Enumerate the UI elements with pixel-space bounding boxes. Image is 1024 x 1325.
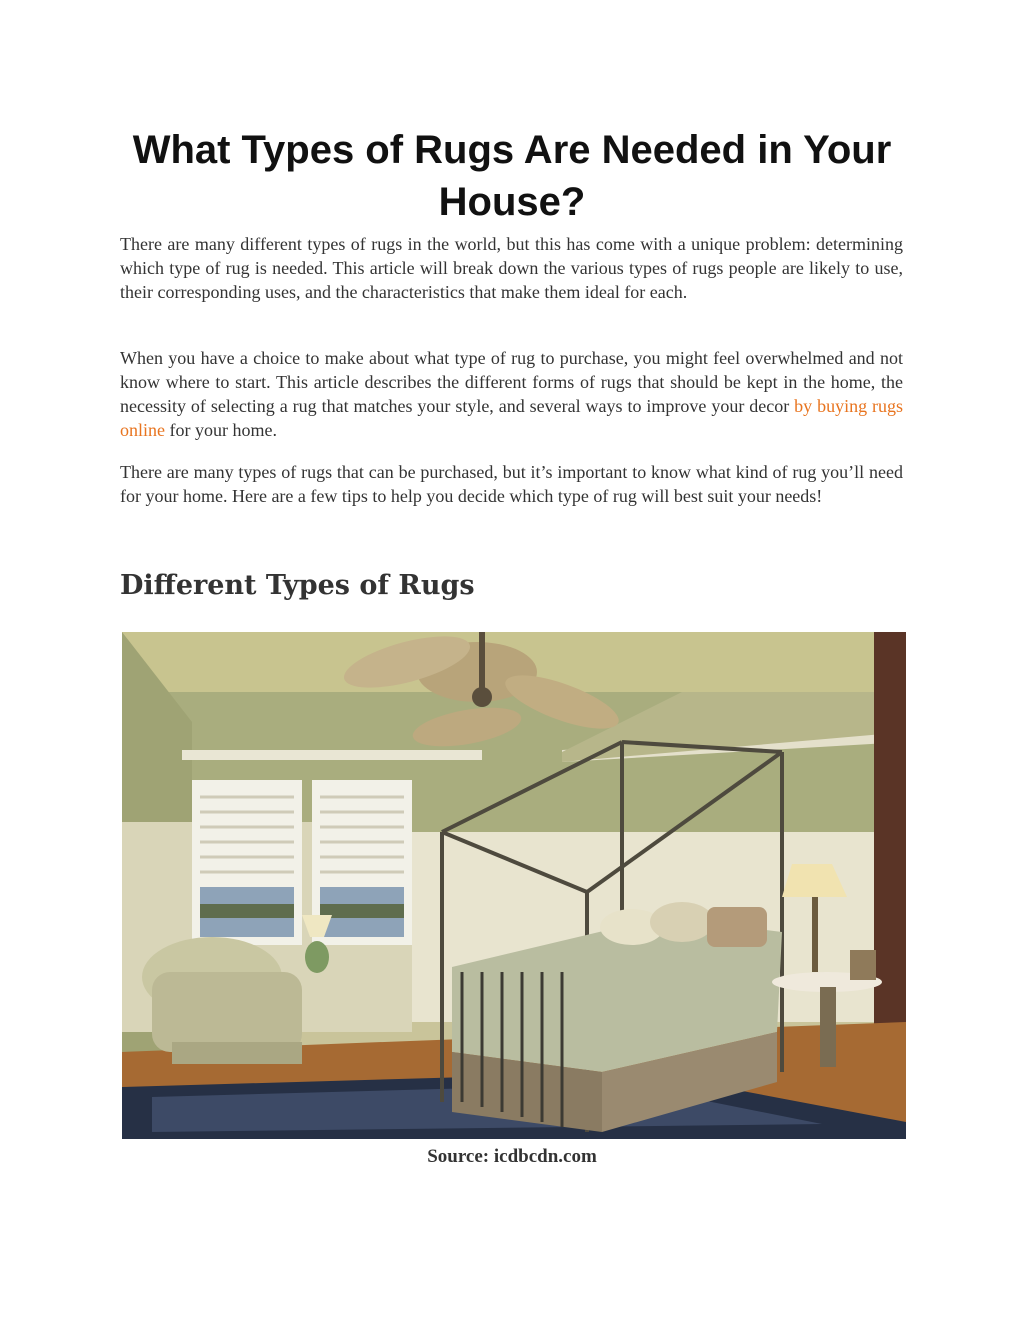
second-paragraph	[120, 346, 903, 442]
image-caption: Source: icdbcdn.com	[427, 1146, 597, 1167]
bedroom-photo	[122, 632, 906, 1139]
third-paragraph: There are many types of rugs that can be purchased, but it’s important to know what kind of rug you’ll need for your home. Here are a few tips to help you decide which type of rug will best suit your needs!	[120, 462, 903, 506]
article-title: What Types of Rugs Are Needed in Your House?	[132, 128, 892, 224]
buy-rugs-online-link[interactable]: by buying rugs online	[120, 396, 903, 440]
section-heading: Different Types of Rugs	[120, 570, 475, 601]
paragraph-text-end: for your home.	[165, 420, 277, 440]
bedroom-photo-illustration	[122, 632, 906, 1139]
paragraph-text: When you have a choice to make about what type of rug to purchase, you might feel overwhelmed and not know where to start. This article describes the different forms of rugs that should be kept in the home, the necessity of selecting a rug that matches your style, and several ways to improve your decor	[120, 348, 903, 416]
intro-paragraph: There are many different types of rugs in the world, but this has come with a unique problem: determining which type of rug is needed. This article will break down the various types of rugs people are likely to use, their corresponding uses, and the characteristics that make them ideal for each.	[120, 234, 903, 302]
